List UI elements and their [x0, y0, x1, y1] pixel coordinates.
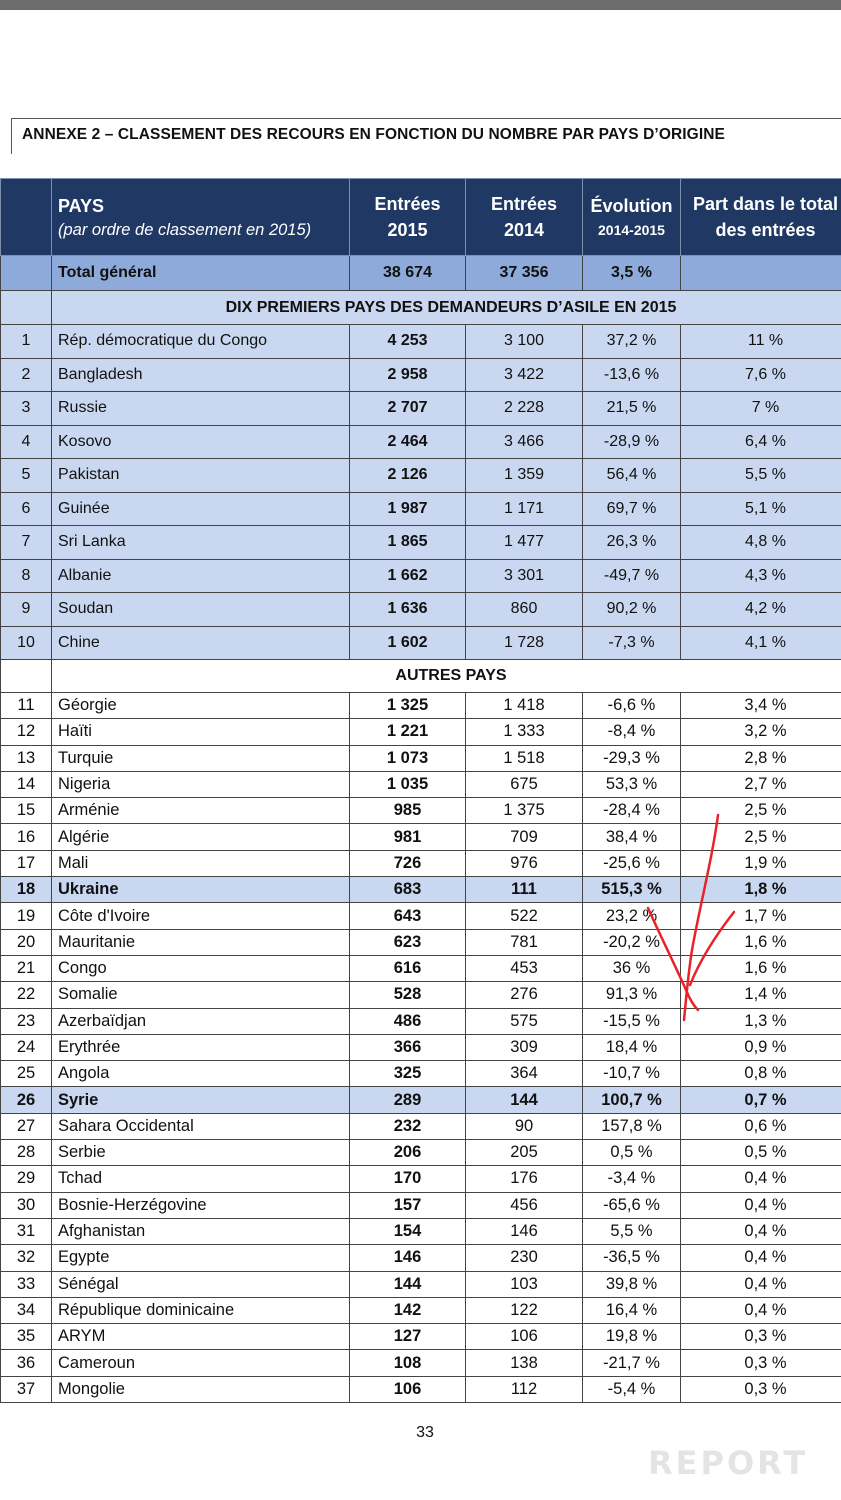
- part-cell: 4,1 %: [681, 626, 841, 660]
- entrees-2014-cell: 675: [466, 771, 583, 797]
- rank-cell: 23: [1, 1008, 52, 1034]
- country-cell: Sahara Occidental: [52, 1113, 350, 1139]
- header-entrees-label: Entrées: [374, 194, 441, 214]
- evolution-cell: 515,3 %: [583, 877, 681, 903]
- evolution-cell: -28,4 %: [583, 798, 681, 824]
- rank-cell: 13: [1, 745, 52, 771]
- entrees-2014-cell: 364: [466, 1061, 583, 1087]
- header-entrees-label: Entrées: [490, 194, 558, 214]
- part-cell: 5,1 %: [681, 492, 841, 526]
- entrees-2015-cell: 616: [350, 955, 466, 981]
- part-cell: 4,8 %: [681, 526, 841, 560]
- entrees-2014-cell: 976: [466, 850, 583, 876]
- evolution-cell: 56,4 %: [583, 459, 681, 493]
- evolution-cell: 23,2 %: [583, 903, 681, 929]
- entrees-2014-cell: 1 333: [466, 719, 583, 745]
- entrees-2014-cell: 3 301: [466, 559, 583, 593]
- entrees-2014-cell: 106: [466, 1324, 583, 1350]
- entrees-2014-cell: 144: [466, 1087, 583, 1113]
- rank-cell: 5: [1, 459, 52, 493]
- evolution-cell: 39,8 %: [583, 1271, 681, 1297]
- part-cell: 1,8 %: [681, 877, 841, 903]
- part-cell: 1,7 %: [681, 903, 841, 929]
- country-cell: ARYM: [52, 1324, 350, 1350]
- section-other-title: AUTRES PAYS: [52, 660, 841, 693]
- entrees-2014-cell: 3 466: [466, 425, 583, 459]
- entrees-2015-cell: 108: [350, 1350, 466, 1376]
- entrees-2014-cell: 1 359: [466, 459, 583, 493]
- part-cell: 0,4 %: [681, 1166, 841, 1192]
- entrees-2015-cell: 142: [350, 1297, 466, 1323]
- evolution-cell: 90,2 %: [583, 593, 681, 627]
- entrees-2014-cell: 1 518: [466, 745, 583, 771]
- rank-cell: 4: [1, 425, 52, 459]
- part-cell: 2,5 %: [681, 824, 841, 850]
- rank-cell: 12: [1, 719, 52, 745]
- part-cell: 2,7 %: [681, 771, 841, 797]
- part-cell: 0,5 %: [681, 1140, 841, 1166]
- entrees-2014-cell: 146: [466, 1218, 583, 1244]
- country-cell: Sénégal: [52, 1271, 350, 1297]
- entrees-2015-cell: 1 035: [350, 771, 466, 797]
- entrees-2014-cell: 456: [466, 1192, 583, 1218]
- rank-cell: 11: [1, 693, 52, 719]
- entrees-2014-cell: 276: [466, 982, 583, 1008]
- evolution-cell: -29,3 %: [583, 745, 681, 771]
- entrees-2014-cell: 230: [466, 1245, 583, 1271]
- evolution-cell: 26,3 %: [583, 526, 681, 560]
- part-cell: 1,9 %: [681, 850, 841, 876]
- total-label: Total général: [52, 256, 350, 291]
- part-cell: 0,3 %: [681, 1324, 841, 1350]
- country-cell: Somalie: [52, 982, 350, 1008]
- entrees-2015-cell: 127: [350, 1324, 466, 1350]
- evolution-cell: -36,5 %: [583, 1245, 681, 1271]
- rank-cell: 35: [1, 1324, 52, 1350]
- rank-cell: 25: [1, 1061, 52, 1087]
- country-cell: Afghanistan: [52, 1218, 350, 1244]
- country-cell: Syrie: [52, 1087, 350, 1113]
- part-cell: 7,6 %: [681, 358, 841, 392]
- country-cell: Turquie: [52, 745, 350, 771]
- rank-cell: 7: [1, 526, 52, 560]
- rank-cell: 26: [1, 1087, 52, 1113]
- country-cell: Côte d'Ivoire: [52, 903, 350, 929]
- entrees-2014-cell: 205: [466, 1140, 583, 1166]
- header-year-2015: 2015: [387, 220, 428, 240]
- report-watermark-logo: REPORT: [648, 1444, 809, 1482]
- page-number: 33: [416, 1424, 434, 1441]
- entrees-2015-cell: 623: [350, 929, 466, 955]
- country-cell: Nigeria: [52, 771, 350, 797]
- country-cell: Algérie: [52, 824, 350, 850]
- entrees-2014-cell: 122: [466, 1297, 583, 1323]
- evolution-cell: -65,6 %: [583, 1192, 681, 1218]
- header-pays-label: PAYS: [58, 195, 105, 216]
- evolution-cell: -15,5 %: [583, 1008, 681, 1034]
- entrees-2015-cell: 157: [350, 1192, 466, 1218]
- entrees-2014-cell: 709: [466, 824, 583, 850]
- part-cell: 0,4 %: [681, 1271, 841, 1297]
- evolution-cell: 0,5 %: [583, 1140, 681, 1166]
- country-cell: Azerbaïdjan: [52, 1008, 350, 1034]
- evolution-cell: 53,3 %: [583, 771, 681, 797]
- entrees-2014-cell: 111: [466, 877, 583, 903]
- entrees-2015-cell: 154: [350, 1218, 466, 1244]
- total-2014: 37 356: [466, 256, 583, 291]
- part-cell: 0,4 %: [681, 1297, 841, 1323]
- country-cell: Arménie: [52, 798, 350, 824]
- country-cell: Kosovo: [52, 425, 350, 459]
- country-cell: Bosnie-Herzégovine: [52, 1192, 350, 1218]
- country-cell: Serbie: [52, 1140, 350, 1166]
- country-cell: Sri Lanka: [52, 526, 350, 560]
- entrees-2014-cell: 522: [466, 903, 583, 929]
- entrees-2015-cell: 4 253: [350, 325, 466, 359]
- entrees-2015-cell: 1 602: [350, 626, 466, 660]
- rank-cell: 27: [1, 1113, 52, 1139]
- entrees-2014-cell: 453: [466, 955, 583, 981]
- country-cell: Rép. démocratique du Congo: [52, 325, 350, 359]
- evolution-cell: 21,5 %: [583, 392, 681, 426]
- entrees-2015-cell: 528: [350, 982, 466, 1008]
- rank-cell: 21: [1, 955, 52, 981]
- entrees-2015-cell: 2 126: [350, 459, 466, 493]
- evolution-cell: -3,4 %: [583, 1166, 681, 1192]
- rank-cell: 6: [1, 492, 52, 526]
- annex-title: ANNEXE 2 – CLASSEMENT DES RECOURS EN FONCTION DU NOMBRE PAR PAYS D’ORIGINE: [22, 126, 725, 143]
- entrees-2015-cell: 726: [350, 850, 466, 876]
- header-year-2014: 2014: [503, 220, 545, 240]
- evolution-cell: 18,4 %: [583, 1034, 681, 1060]
- entrees-2014-cell: 575: [466, 1008, 583, 1034]
- evolution-cell: -5,4 %: [583, 1376, 681, 1402]
- entrees-2015-cell: 366: [350, 1034, 466, 1060]
- part-cell: 1,6 %: [681, 955, 841, 981]
- country-cell: Congo: [52, 955, 350, 981]
- rank-cell: 34: [1, 1297, 52, 1323]
- entrees-2015-cell: 981: [350, 824, 466, 850]
- entrees-2015-cell: 232: [350, 1113, 466, 1139]
- entrees-2014-cell: 90: [466, 1113, 583, 1139]
- country-cell: Guinée: [52, 492, 350, 526]
- country-cell: Erythrée: [52, 1034, 350, 1060]
- entrees-2015-cell: 486: [350, 1008, 466, 1034]
- entrees-2015-cell: 206: [350, 1140, 466, 1166]
- entrees-2015-cell: 1 325: [350, 693, 466, 719]
- rank-cell: 19: [1, 903, 52, 929]
- rank-cell: 3: [1, 392, 52, 426]
- entrees-2015-cell: 1 221: [350, 719, 466, 745]
- evolution-cell: -25,6 %: [583, 850, 681, 876]
- header-evolution-sub: 2014-2015: [598, 222, 665, 238]
- rank-cell: 16: [1, 824, 52, 850]
- entrees-2015-cell: 106: [350, 1376, 466, 1402]
- rank-cell: 2: [1, 358, 52, 392]
- part-cell: 0,3 %: [681, 1350, 841, 1376]
- evolution-cell: 157,8 %: [583, 1113, 681, 1139]
- section-top-title: DIX PREMIERS PAYS DES DEMANDEURS D’ASILE EN 2015: [52, 291, 841, 325]
- country-cell: Mauritanie: [52, 929, 350, 955]
- part-cell: 3,4 %: [681, 693, 841, 719]
- country-cell: Egypte: [52, 1245, 350, 1271]
- header-part-line1: Part dans le total: [692, 194, 839, 214]
- evolution-cell: 19,8 %: [583, 1324, 681, 1350]
- entrees-2014-cell: 138: [466, 1350, 583, 1376]
- country-cell: Russie: [52, 392, 350, 426]
- entrees-2015-cell: 1 865: [350, 526, 466, 560]
- rank-cell: 9: [1, 593, 52, 627]
- evolution-cell: -6,6 %: [583, 693, 681, 719]
- country-cell: Chine: [52, 626, 350, 660]
- part-cell: 1,4 %: [681, 982, 841, 1008]
- entrees-2014-cell: 1 477: [466, 526, 583, 560]
- rank-cell: 33: [1, 1271, 52, 1297]
- entrees-2015-cell: 146: [350, 1245, 466, 1271]
- evolution-cell: 69,7 %: [583, 492, 681, 526]
- evolution-cell: -10,7 %: [583, 1061, 681, 1087]
- part-cell: 5,5 %: [681, 459, 841, 493]
- red-pen-stroke-1: [684, 815, 718, 1020]
- entrees-2014-cell: 1 728: [466, 626, 583, 660]
- entrees-2015-cell: 1 987: [350, 492, 466, 526]
- entrees-2015-cell: 144: [350, 1271, 466, 1297]
- total-2015: 38 674: [350, 256, 466, 291]
- country-cell: Mali: [52, 850, 350, 876]
- country-cell: Angola: [52, 1061, 350, 1087]
- header-evolution-label: Évolution: [590, 196, 673, 216]
- country-cell: Tchad: [52, 1166, 350, 1192]
- entrees-2014-cell: 1 375: [466, 798, 583, 824]
- part-cell: 6,4 %: [681, 425, 841, 459]
- entrees-2015-cell: 985: [350, 798, 466, 824]
- rank-cell: 29: [1, 1166, 52, 1192]
- country-cell: République dominicaine: [52, 1297, 350, 1323]
- rank-cell: 30: [1, 1192, 52, 1218]
- entrees-2015-cell: 643: [350, 903, 466, 929]
- part-cell: 0,7 %: [681, 1087, 841, 1113]
- rank-cell: 15: [1, 798, 52, 824]
- rank-cell: 18: [1, 877, 52, 903]
- entrees-2015-cell: 2 707: [350, 392, 466, 426]
- entrees-2014-cell: 103: [466, 1271, 583, 1297]
- part-cell: 0,8 %: [681, 1061, 841, 1087]
- evolution-cell: -7,3 %: [583, 626, 681, 660]
- evolution-cell: 91,3 %: [583, 982, 681, 1008]
- part-cell: 2,5 %: [681, 798, 841, 824]
- rank-cell: 28: [1, 1140, 52, 1166]
- country-cell: Mongolie: [52, 1376, 350, 1402]
- evolution-cell: 38,4 %: [583, 824, 681, 850]
- evolution-cell: -28,9 %: [583, 425, 681, 459]
- country-cell: Ukraine: [52, 877, 350, 903]
- evolution-cell: 36 %: [583, 955, 681, 981]
- entrees-2015-cell: 2 958: [350, 358, 466, 392]
- entrees-2015-cell: 289: [350, 1087, 466, 1113]
- entrees-2015-cell: 1 073: [350, 745, 466, 771]
- entrees-2014-cell: 309: [466, 1034, 583, 1060]
- evolution-cell: -13,6 %: [583, 358, 681, 392]
- country-cell: Haïti: [52, 719, 350, 745]
- entrees-2015-cell: 170: [350, 1166, 466, 1192]
- part-cell: 4,3 %: [681, 559, 841, 593]
- country-cell: Pakistan: [52, 459, 350, 493]
- total-evolution: 3,5 %: [583, 256, 681, 291]
- evolution-cell: 16,4 %: [583, 1297, 681, 1323]
- rank-cell: 17: [1, 850, 52, 876]
- part-cell: 0,3 %: [681, 1376, 841, 1402]
- rank-cell: 14: [1, 771, 52, 797]
- country-cell: Bangladesh: [52, 358, 350, 392]
- part-cell: 0,4 %: [681, 1218, 841, 1244]
- evolution-cell: -49,7 %: [583, 559, 681, 593]
- country-cell: Albanie: [52, 559, 350, 593]
- header-pays-sub: (par ordre de classement en 2015): [58, 220, 312, 239]
- part-cell: 7 %: [681, 392, 841, 426]
- evolution-cell: -8,4 %: [583, 719, 681, 745]
- header-part-line2: des entrées: [715, 220, 816, 240]
- part-cell: 0,9 %: [681, 1034, 841, 1060]
- entrees-2015-cell: 1 636: [350, 593, 466, 627]
- part-cell: 3,2 %: [681, 719, 841, 745]
- evolution-cell: 5,5 %: [583, 1218, 681, 1244]
- entrees-2014-cell: 1 418: [466, 693, 583, 719]
- evolution-cell: 100,7 %: [583, 1087, 681, 1113]
- part-cell: 4,2 %: [681, 593, 841, 627]
- country-cell: Soudan: [52, 593, 350, 627]
- rank-cell: 24: [1, 1034, 52, 1060]
- entrees-2014-cell: 112: [466, 1376, 583, 1402]
- entrees-2014-cell: 176: [466, 1166, 583, 1192]
- entrees-2014-cell: 1 171: [466, 492, 583, 526]
- rank-cell: 10: [1, 626, 52, 660]
- evolution-cell: -21,7 %: [583, 1350, 681, 1376]
- rank-cell: 22: [1, 982, 52, 1008]
- rank-cell: 1: [1, 325, 52, 359]
- rank-cell: 37: [1, 1376, 52, 1402]
- entrees-2014-cell: 2 228: [466, 392, 583, 426]
- entrees-2014-cell: 3 422: [466, 358, 583, 392]
- entrees-2015-cell: 2 464: [350, 425, 466, 459]
- part-cell: 11 %: [681, 325, 841, 359]
- part-cell: 1,3 %: [681, 1008, 841, 1034]
- part-cell: 1,6 %: [681, 929, 841, 955]
- entrees-2015-cell: 325: [350, 1061, 466, 1087]
- part-cell: 0,4 %: [681, 1192, 841, 1218]
- part-cell: 0,4 %: [681, 1245, 841, 1271]
- country-cell: Géorgie: [52, 693, 350, 719]
- entrees-2014-cell: 781: [466, 929, 583, 955]
- rank-cell: 36: [1, 1350, 52, 1376]
- evolution-cell: -20,2 %: [583, 929, 681, 955]
- rank-cell: 8: [1, 559, 52, 593]
- part-cell: 2,8 %: [681, 745, 841, 771]
- part-cell: 0,6 %: [681, 1113, 841, 1139]
- rank-cell: 31: [1, 1218, 52, 1244]
- entrees-2014-cell: 3 100: [466, 325, 583, 359]
- rank-cell: 20: [1, 929, 52, 955]
- entrees-2015-cell: 683: [350, 877, 466, 903]
- entrees-2014-cell: 860: [466, 593, 583, 627]
- rank-cell: 32: [1, 1245, 52, 1271]
- entrees-2015-cell: 1 662: [350, 559, 466, 593]
- country-cell: Cameroun: [52, 1350, 350, 1376]
- evolution-cell: 37,2 %: [583, 325, 681, 359]
